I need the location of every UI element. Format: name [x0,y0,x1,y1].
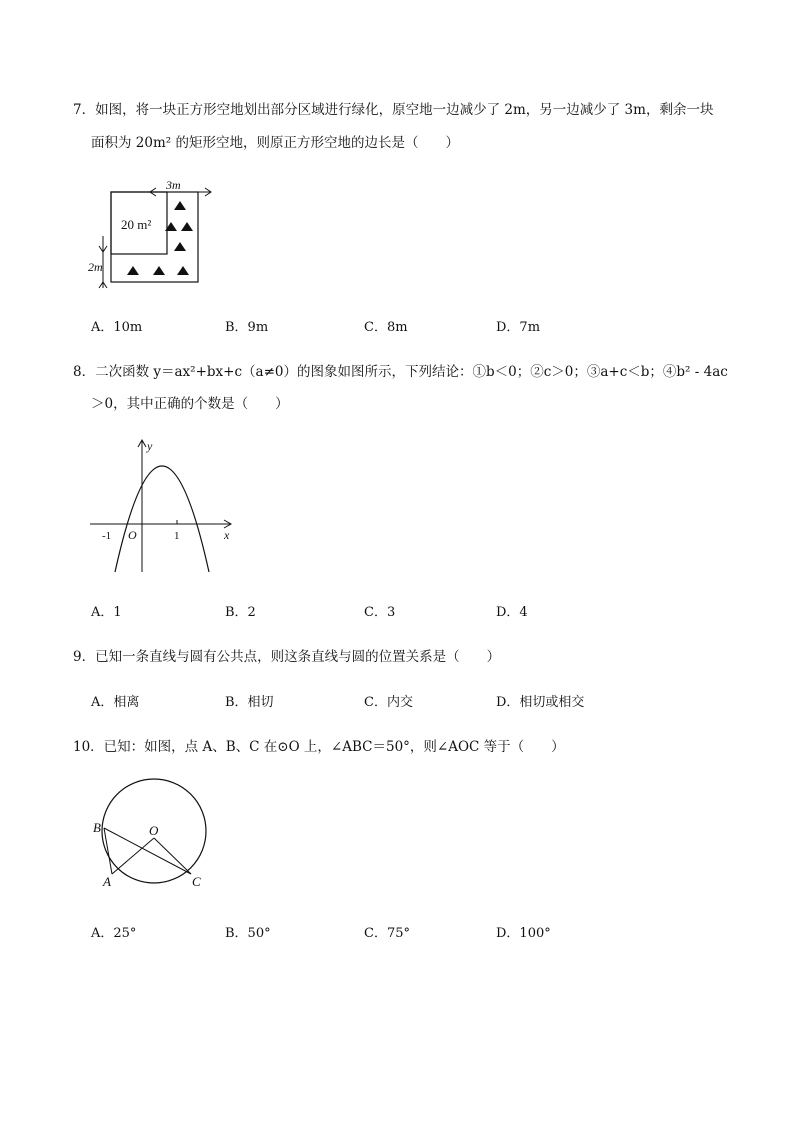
question-10-option-a[interactable]: A．25° [91,926,137,941]
question-8-option-d[interactable]: D．4 [496,605,528,620]
y-axis-label: y [147,439,153,453]
question-10-circle-figure [88,778,228,898]
question-8-line-1: 8．二次函数 y＝ax²+bx+c（a≠0）的图象如图所示，下列结论：①b＜0；②c＞0；③a+c＜b；④b² - 4ac [73,364,728,380]
question-7-line-1: 7．如图，将一块正方形空地划出部分区域进行绿化，原空地一边减少了 2m，另一边减少了 3m，剩余一块 [73,102,714,118]
figure-area-label: 20 m² [121,217,152,232]
figure-side-label: 2m [88,260,103,274]
question-7-line-2: 面积为 20m² 的矩形空地，则原正方形空地的边长是（ ） [91,135,459,151]
question-7-option-d[interactable]: D．7m [496,320,541,335]
question-8-option-b[interactable]: B．2 [225,605,256,620]
question-8-option-c[interactable]: C．3 [364,605,396,620]
question-8-parabola-graph [85,436,245,576]
point-b-label: B [93,820,101,835]
tick-neg-one: -1 [102,530,112,542]
x-axis-label: x [224,528,230,542]
question-10-option-d[interactable]: D．100° [496,926,551,941]
question-9-option-d[interactable]: D．相切或相交 [496,695,585,710]
point-o-label: O [149,823,159,838]
point-a-label: A [103,874,111,889]
question-10-option-b[interactable]: B．50° [225,926,271,941]
question-9-option-c[interactable]: C．内交 [364,695,413,710]
vegetation-triangle-markers [127,201,193,275]
question-8-option-a[interactable]: A．1 [91,605,122,620]
question-9-option-b[interactable]: B．相切 [225,695,274,710]
question-7-option-b[interactable]: B．9m [225,320,269,335]
point-c-label: C [192,874,201,889]
question-7-figure [80,176,220,296]
question-10-line-1: 10．已知：如图，点 A、B、C 在⊙O 上，∠ABC＝50°，则∠AOC 等于（ ） [73,739,565,755]
question-7-option-c[interactable]: C．8m [364,320,408,335]
question-9-line-1: 9．已知一条直线与圆有公共点，则这条直线与圆的位置关系是（ ） [73,649,501,665]
question-10-option-c[interactable]: C．75° [364,926,410,941]
question-7-option-a[interactable]: A．10m [91,320,143,335]
figure-top-label: 3m [166,178,181,192]
question-9-option-a[interactable]: A．相离 [91,695,140,710]
tick-one: 1 [174,530,180,542]
question-8-line-2: ＞0，其中正确的个数是（ ） [91,396,289,412]
origin-label: O [128,528,137,542]
